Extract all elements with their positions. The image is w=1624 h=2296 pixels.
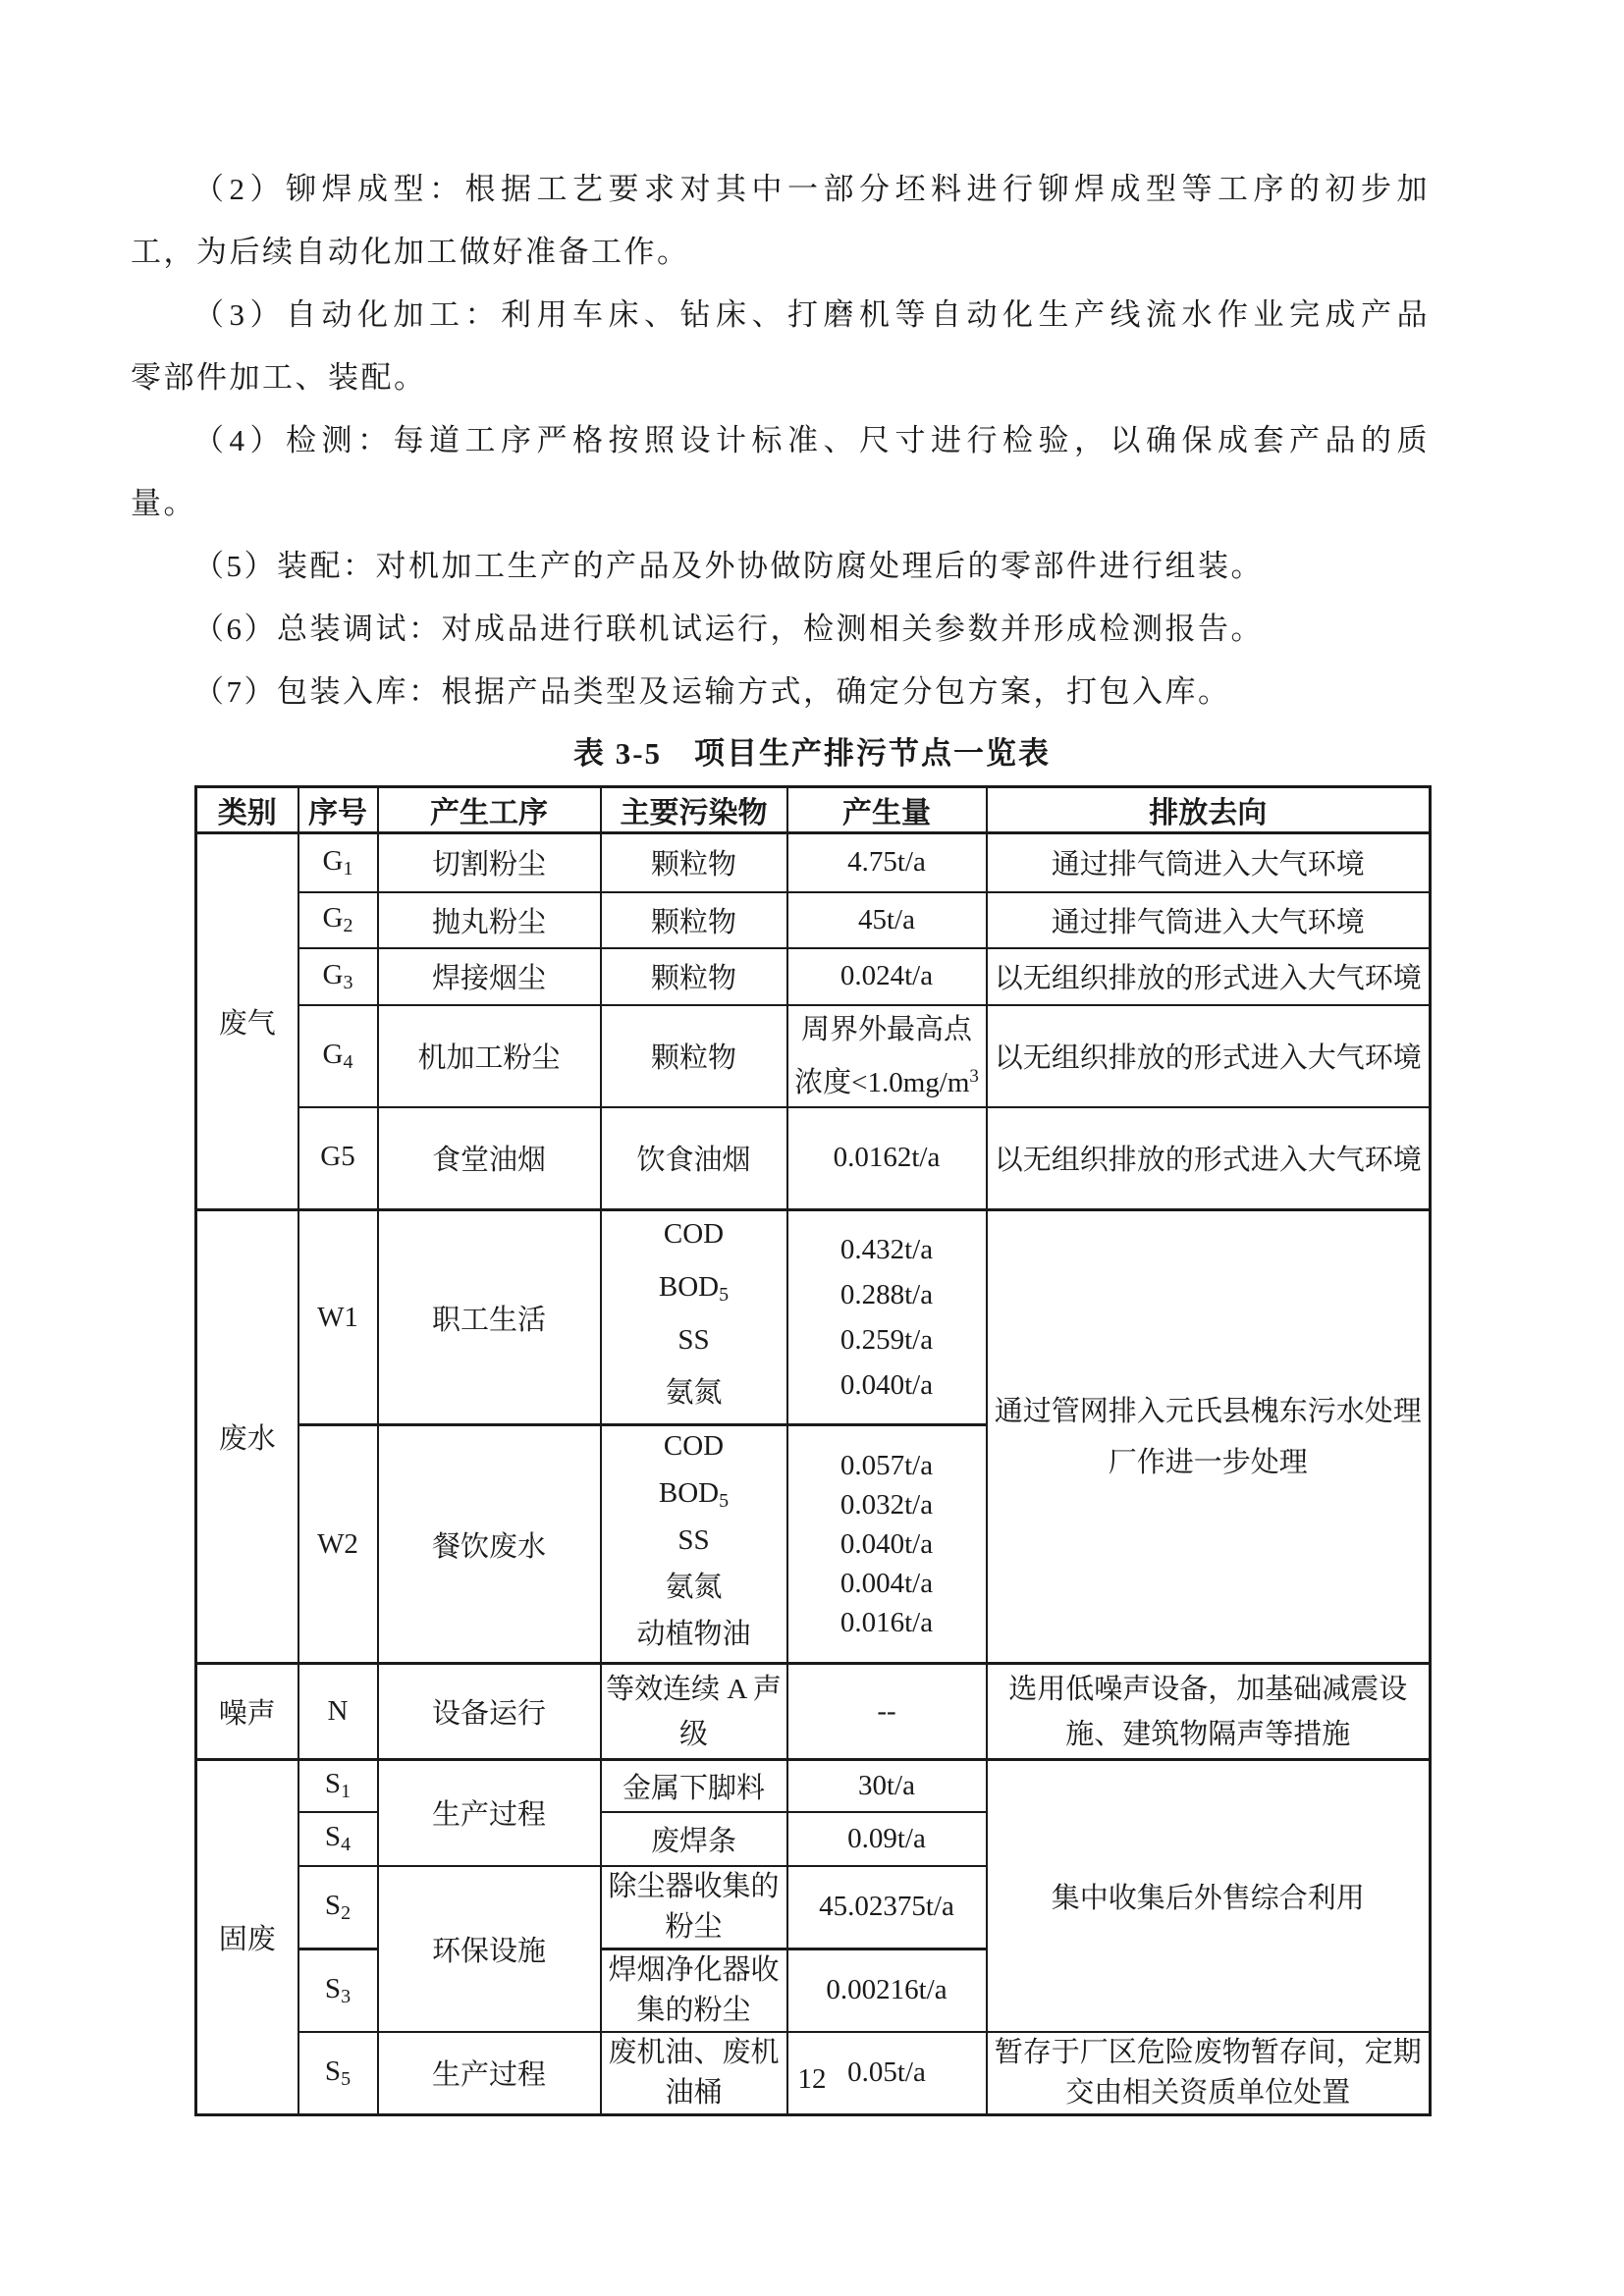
cell-s2-amount: 45.02375t/a [787,1866,987,1949]
cell-s3-amount: 0.00216t/a [787,1949,987,2032]
cell-n-id: N [298,1664,378,1760]
amount-line: 0.016t/a [839,1607,934,1638]
amount-line: 0.040t/a [839,1528,934,1560]
cell-s2-pollutant: 除尘器收集的粉尘 [601,1866,787,1949]
table-row-g3 [196,948,1431,1005]
subscript: 3 [343,971,353,993]
cell-g3-pollutant: 颗粒物 [601,948,787,1005]
cell-w2-pollutants [601,1425,787,1664]
amount-line: 0.432t/a [839,1234,934,1265]
cell-g1-process: 切割粉尘 [378,833,601,892]
cell-s1-pollutant: 金属下脚料 [601,1760,787,1812]
cell-g4-amount [787,1005,987,1107]
cell-g1-pollutant: 颗粒物 [601,833,787,892]
paragraph-line: （4）检测：每道工序严格按照设计标准、尺寸进行检验，以确保成套产品的质 [193,423,1433,457]
pollutant-line [602,1473,786,1521]
id-text: S [324,2055,342,2087]
category-water: 废水 [196,1210,298,1664]
cell-g4-process: 机加工粉尘 [378,1005,601,1107]
subscript: 1 [341,1781,352,1803]
cell-w1-pollutants [601,1210,787,1425]
amount-line: 0.040t/a [839,1369,934,1401]
cell-g5-pollutant: 饮食油烟 [601,1107,787,1210]
paragraph-line: （3）自动化加工：利用车床、钻床、打磨机等自动化生产线流水作业完成产品 [193,297,1433,332]
amount-line [788,1053,986,1106]
header-amount: 产生量 [787,787,987,833]
cell-w1-id: W1 [298,1210,378,1425]
cell-g2-amount: 45t/a [787,892,987,948]
table-row-w1 [196,1210,1431,1425]
id-text: S [324,1972,342,2004]
pollutant-line [602,1370,786,1423]
amount-line: 0.288t/a [839,1279,934,1310]
cell-n-amount: -- [787,1664,987,1760]
id-text: G [322,902,344,934]
pollutant-line [602,1568,786,1615]
subscript: 4 [341,1834,352,1855]
paragraph-line: （2）铆焊成型：根据工艺要求对其中一部分坯料进行铆焊成型等工序的初步加 [193,172,1433,206]
cell-s4-pollutant: 废焊条 [601,1812,787,1866]
body-text [131,158,1495,723]
pollutant-line [602,1211,786,1264]
pollutant-text: 氨氮 [665,1377,723,1409]
cell-g2-pollutant: 颗粒物 [601,892,787,948]
subscript: 2 [343,915,353,936]
id-text: G [322,844,344,877]
pollutant-line [602,1615,786,1662]
table-row-noise [196,1664,1431,1760]
cell-g1-destination: 通过排气筒进入大气环境 [987,833,1431,892]
pollutant-line [602,1317,786,1370]
amount-line: 周界外最高点 [800,1013,972,1045]
pollutant-line [602,1521,786,1568]
id-text: G [322,958,344,990]
category-noise: 噪声 [196,1664,298,1760]
cell-s5-process: 生产过程 [378,2032,601,2115]
id-text: S [324,1889,342,1921]
subscript: 5 [341,2067,352,2090]
cell-w2-amounts [787,1425,987,1664]
pollutant-text: COD [663,1218,725,1250]
cell-water-destination: 通过管网排入元氏县槐东污水处理厂作进一步处理 [987,1210,1431,1664]
page-number: 12 [797,2063,827,2095]
table-row-g4 [196,1005,1431,1107]
subscript: 5 [719,1490,730,1512]
cell-g1-amount: 4.75t/a [787,833,987,892]
cell-w2-process: 餐饮废水 [378,1425,601,1664]
paragraph-line: 工，为后续自动化加工做好准备工作。 [131,235,690,269]
cell-g3-process: 焊接烟尘 [378,948,601,1005]
subscript: 5 [719,1284,730,1306]
cell-w1-process: 职工生活 [378,1210,601,1425]
pollutant-text: SS [677,1524,710,1556]
cell-g5-id [298,1107,378,1210]
cell-w1-amounts [787,1210,987,1425]
cell-s3-pollutant: 焊烟净化器收集的粉尘 [601,1949,787,2032]
cell-n-process: 设备运行 [378,1664,601,1760]
cell-g4-pollutant: 颗粒物 [601,1005,787,1107]
amount-line: 0.259t/a [839,1324,934,1356]
cell-g1-id [298,833,378,892]
cell-g2-process: 抛丸粉尘 [378,892,601,948]
cell-s1-amount: 30t/a [787,1760,987,1812]
pollutant-text: SS [677,1324,710,1356]
header-pollutant: 主要污染物 [601,787,787,833]
cell-s1-s4-process: 生产过程 [378,1760,601,1866]
cell-n-pollutant: 等效连续 A 声级 [601,1664,787,1760]
cell-n-destination: 选用低噪声设备，加基础减震设施、建筑物隔声等措施 [987,1664,1431,1760]
cell-s5-amount: 0.05t/a [787,2032,987,2115]
table-row-g5 [196,1107,1431,1210]
table-row-g2 [196,892,1431,948]
cell-s5-destination: 暂存于厂区危险废物暂存间，定期交由相关资质单位处置 [987,2032,1431,2115]
subscript: 1 [343,857,353,880]
subscript: 2 [341,1901,352,1924]
header-destination: 排放去向 [987,787,1431,833]
id-text: S [324,1768,342,1800]
category-gas: 废气 [196,833,298,1210]
cell-g5-destination: 以无组织排放的形式进入大气环境 [987,1107,1431,1210]
cell-g4-destination: 以无组织排放的形式进入大气环境 [987,1005,1431,1107]
table-title: 表 3-5 项目生产排污节点一览表 [572,736,1052,771]
subscript: 4 [343,1050,353,1073]
table-row-g1 [196,833,1431,892]
pollutant-text: 氨氮 [665,1572,723,1603]
cell-g4-id [298,1005,378,1107]
paragraph-line: （6）总装调试：对成品进行联机试运行，检测相关参数并形成检测报告。 [193,612,1264,646]
id-text: G [322,1038,344,1070]
cell-s5-pollutant: 废机油、废机油桶 [601,2032,787,2115]
cell-g3-id [298,948,378,1005]
category-solid: 固废 [196,1760,298,2115]
amount-text: 浓度<1.0mg/m [794,1066,970,1098]
cell-s2-s3-process: 环保设施 [378,1866,601,2032]
id-text: G5 [320,1140,355,1172]
paragraph-line: （7）包装入库：根据产品类型及运输方式，确定分包方案，打包入库。 [193,674,1231,709]
header-serial: 序号 [298,787,378,833]
pollution-discharge-table [194,785,1432,2116]
paragraph-line: 零部件加工、装配。 [131,360,427,395]
subscript: 3 [341,1985,352,2007]
header-process: 产生工序 [378,787,601,833]
amount-line: 0.032t/a [839,1489,934,1521]
cell-g3-amount: 0.024t/a [787,948,987,1005]
paragraph-line: 量。 [131,486,196,520]
superscript: 3 [969,1065,979,1087]
pollutant-text: 动植物油 [636,1619,751,1650]
cell-solid-destination: 集中收集后外售综合利用 [987,1760,1431,2032]
cell-g5-process: 食堂油烟 [378,1107,601,1210]
cell-s2-id [298,1866,378,1949]
amount-line: 0.004t/a [839,1568,934,1599]
id-text: S [324,1821,342,1852]
cell-g5-amount: 0.0162t/a [787,1107,987,1210]
cell-g2-destination: 通过排气筒进入大气环境 [987,892,1431,948]
cell-s4-amount: 0.09t/a [787,1812,987,1866]
pollutant-line [602,1264,786,1317]
pollutant-text: BOD [658,1271,720,1303]
cell-g2-id [298,892,378,948]
paragraph-line: （5）装配：对机加工生产的产品及外协做防腐处理后的零部件进行组装。 [193,549,1264,583]
cell-s3-id [298,1949,378,2032]
cell-s4-id [298,1812,378,1866]
cell-s1-id [298,1760,378,1812]
header-category: 类别 [196,787,298,833]
pollutant-text: BOD [658,1477,720,1509]
pollutant-text: COD [663,1430,725,1462]
cell-g3-destination: 以无组织排放的形式进入大气环境 [987,948,1431,1005]
table-row-s1 [196,1760,1431,1812]
table-header-row [196,787,1431,833]
pollutant-line [602,1426,786,1473]
amount-line: 0.057t/a [839,1450,934,1481]
cell-w2-id: W2 [298,1425,378,1664]
